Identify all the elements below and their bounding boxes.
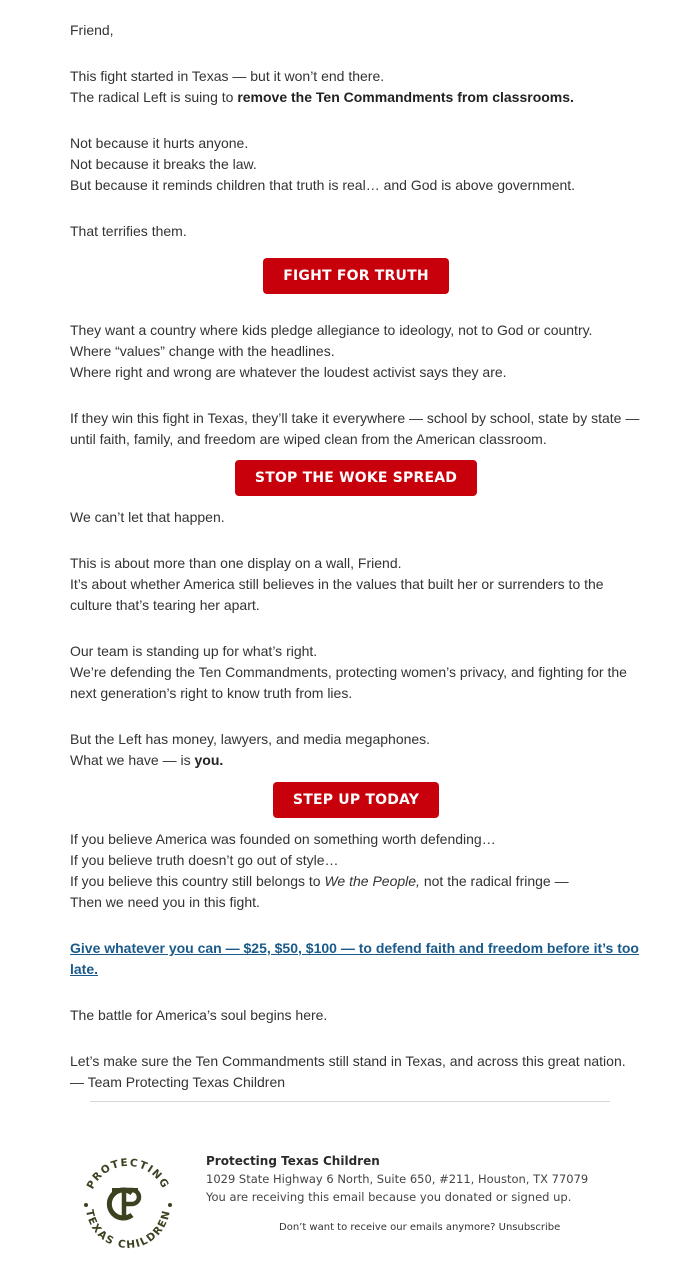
cant-let-line: We can’t let that happen.	[70, 509, 225, 525]
logo-dot-left	[84, 1203, 88, 1207]
left-money-line: But the Left has money, lawyers, and media megaphones.	[70, 731, 431, 747]
svg-text:PROTECTING	[85, 1157, 172, 1191]
logo-text-bottom: TEXAS CHILDREN	[83, 1208, 173, 1252]
believe-line-1: If you believe America was founded on something worth defending…	[70, 831, 496, 847]
believe-line-3-post: not the radical fringe —	[419, 873, 569, 889]
stop-the-woke-spread-button[interactable]: STOP THE WOKE SPREAD	[235, 460, 477, 496]
believe-line-2: If you believe truth doesn’t go out of style…	[70, 852, 339, 868]
intro-line-2-bold: remove the Ten Commandments from classrooms.	[237, 89, 574, 105]
what-we-have-line	[70, 750, 642, 771]
footer-note: You are receiving this email because you donated or signed up.	[206, 1190, 572, 1204]
intro-line-2-text: The radical Left is suing to	[70, 89, 238, 105]
unsubscribe-row	[279, 1222, 560, 1233]
reason-line-3: But because it reminds children that truth is real… and God is above government.	[70, 177, 576, 193]
values-paragraph: It’s about whether America still believes in the values that built her or surrenders to the culture that’s tearing her apart.	[70, 576, 604, 613]
footer-info	[206, 1153, 626, 1206]
footer-address: 1029 State Highway 6 North, Suite 650, #211, Houston, TX 77079	[206, 1172, 589, 1186]
protecting-texas-children-logo	[72, 1148, 184, 1260]
signature: — Team Protecting Texas Children	[70, 1074, 286, 1090]
logo-monogram	[109, 1190, 139, 1220]
donate-link[interactable]: Give whatever you can — $25, $50, $100 — to defend faith and freedom before it’s too late.	[70, 940, 639, 977]
logo-dot-right	[168, 1203, 172, 1207]
step-up-today-button[interactable]: STEP UP TODAY	[273, 782, 439, 818]
believe-line-3	[70, 871, 642, 892]
unsubscribe-prompt: Don’t want to receive our emails anymore?	[279, 1222, 496, 1233]
display-line: This is about more than one display on a wall, Friend.	[70, 555, 402, 571]
want-line-3: Where right and wrong are whatever the loudest activist says they are.	[70, 364, 507, 380]
greeting: Friend,	[70, 22, 114, 38]
fight-for-truth-button[interactable]: FIGHT FOR TRUTH	[263, 258, 449, 294]
footer-divider	[90, 1101, 610, 1102]
email-content	[70, 20, 642, 1093]
closing-line: Let’s make sure the Ten Commandments still stand in Texas, and across this great nation.	[70, 1053, 626, 1069]
intro-line-2	[70, 87, 642, 108]
what-we-have-bold: you.	[194, 752, 224, 768]
logo-text-top: PROTECTING	[84, 1156, 172, 1192]
team-line: Our team is standing up for what’s right.	[70, 643, 318, 659]
believe-line-3-pre: If you believe this country still belongs to	[70, 873, 325, 889]
reason-line-2: Not because it breaks the law.	[70, 156, 257, 172]
everywhere-paragraph: If they win this fight in Texas, they’ll take it everywhere — school by school, state by state — until faith, family, and freedom are wiped clean from the American classroom.	[70, 410, 640, 447]
battle-line: The battle for America’s soul begins here.	[70, 1007, 328, 1023]
believe-line-3-italic: We the People,	[324, 873, 420, 889]
believe-line-4: Then we need you in this fight.	[70, 894, 260, 910]
want-line-1: They want a country where kids pledge allegiance to ideology, not to God or country.	[70, 322, 593, 338]
terrifies-line: That terrifies them.	[70, 223, 187, 239]
unsubscribe-link[interactable]: Unsubscribe	[498, 1222, 561, 1233]
what-we-have-text: What we have — is	[70, 752, 195, 768]
want-line-2: Where “values” change with the headlines.	[70, 343, 335, 359]
defending-paragraph: We’re defending the Ten Commandments, protecting women’s privacy, and fighting for the next generation’s right to know truth from lies.	[70, 664, 627, 701]
intro-line-1: This fight started in Texas — but it won’t end there.	[70, 68, 385, 84]
reason-line-1: Not because it hurts anyone.	[70, 135, 249, 151]
footer-org-name: Protecting Texas Children	[206, 1154, 380, 1168]
